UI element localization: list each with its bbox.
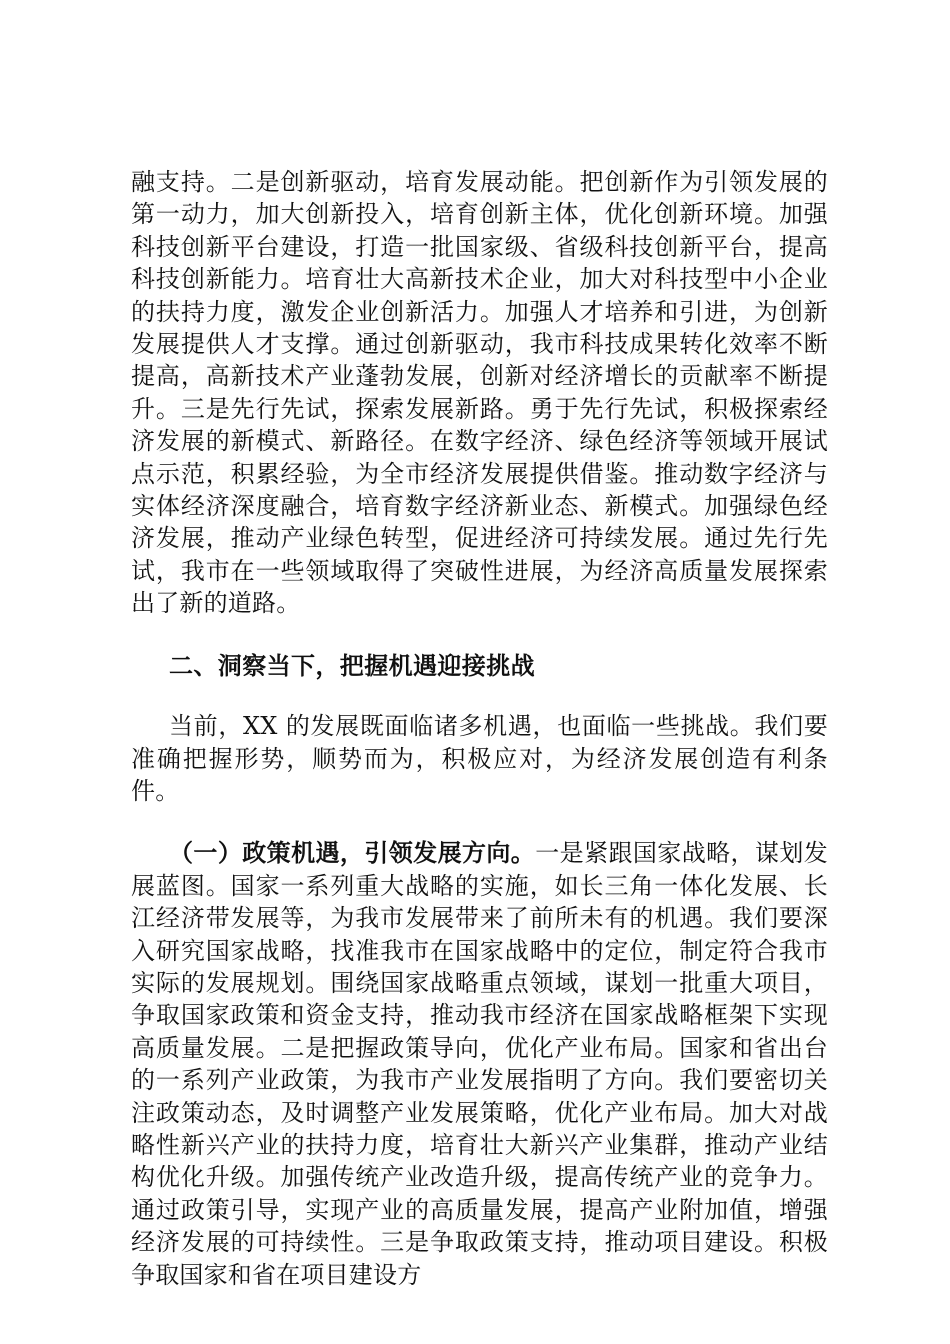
subsection-body: 一是紧跟国家战略，谋划发展蓝图。国家一系列重大战略的实施，如长三角一体化发展、长江经济带发展等，为我市发展带来了前所未有的机遇。我们要深入研究国家战略，找准我市在国家战略中的定位，制定符合我市实际的发展规划。围绕国家战略重点领域，谋划一批重大项目，争取国家政策和资金支持，推动我市经济在国家战略框架下实现高质量发展。二是把握政策导向，优化产业布局。国家和省出台的一系列产业政策，为我市产业发展指明了方向。我们要密切关注政策动态，及时调整产业发展策略，优化产业布局。加大对战略性新兴产业的扶持力度，培育壮大新兴产业集群，推动产业结构优化升级。加强传统产业改造升级，提高传统产业的竞争力。通过政策引导，实现产业的高质量发展，提高产业附加值，增强经济发展的可持续性。三是争取政策支持，推动项目建设。积极争取国家和省在项目建设方	[131, 839, 829, 1289]
paragraph-spacer	[131, 682, 828, 710]
paragraph-spacer	[131, 807, 828, 837]
document-page	[131, 166, 828, 1291]
body-paragraph-continuation: 融支持。二是创新驱动，培育发展动能。把创新作为引领发展的第一动力，加大创新投入，培育创新主体，优化创新环境。加强科技创新平台建设，打造一批国家级、省级科技创新平台，提高科技创新能力。培育壮大高新技术企业，加大对科技型中小企业的扶持力度，激发企业创新活力。加强人才培养和引进，为创新发展提供人才支撑。通过创新驱动，我市科技成果转化效率不断提高，高新技术产业蓬勃发展，创新对经济增长的贡献率不断提升。三是先行先试，探索发展新路。勇于先行先试，积极探索经济发展的新模式、新路径。在数字经济、绿色经济等领域开展试点示范，积累经验，为全市经济发展提供借鉴。推动数字经济与实体经济深度融合，培育数字经济新业态、新模式。加强绿色经济发展，推动产业绿色转型，促进经济可持续发展。通过先行先试，我市在一些领域取得了突破性进展，为经济高质量发展探索出了新的道路。	[131, 168, 828, 618]
paragraph-spacer	[131, 620, 828, 650]
body-paragraph-policy	[131, 837, 828, 1291]
subsection-lead: （一）政策机遇，引领发展方向。	[169, 838, 536, 868]
body-paragraph-intro: 当前，XX 的发展既面临诸多机遇，也面临一些挑战。我们要准确把握形势，顺势而为，积极应对，为经济发展创造有利条件。	[131, 712, 828, 805]
section-heading: 二、洞察当下，把握机遇迎接挑战	[169, 650, 535, 680]
